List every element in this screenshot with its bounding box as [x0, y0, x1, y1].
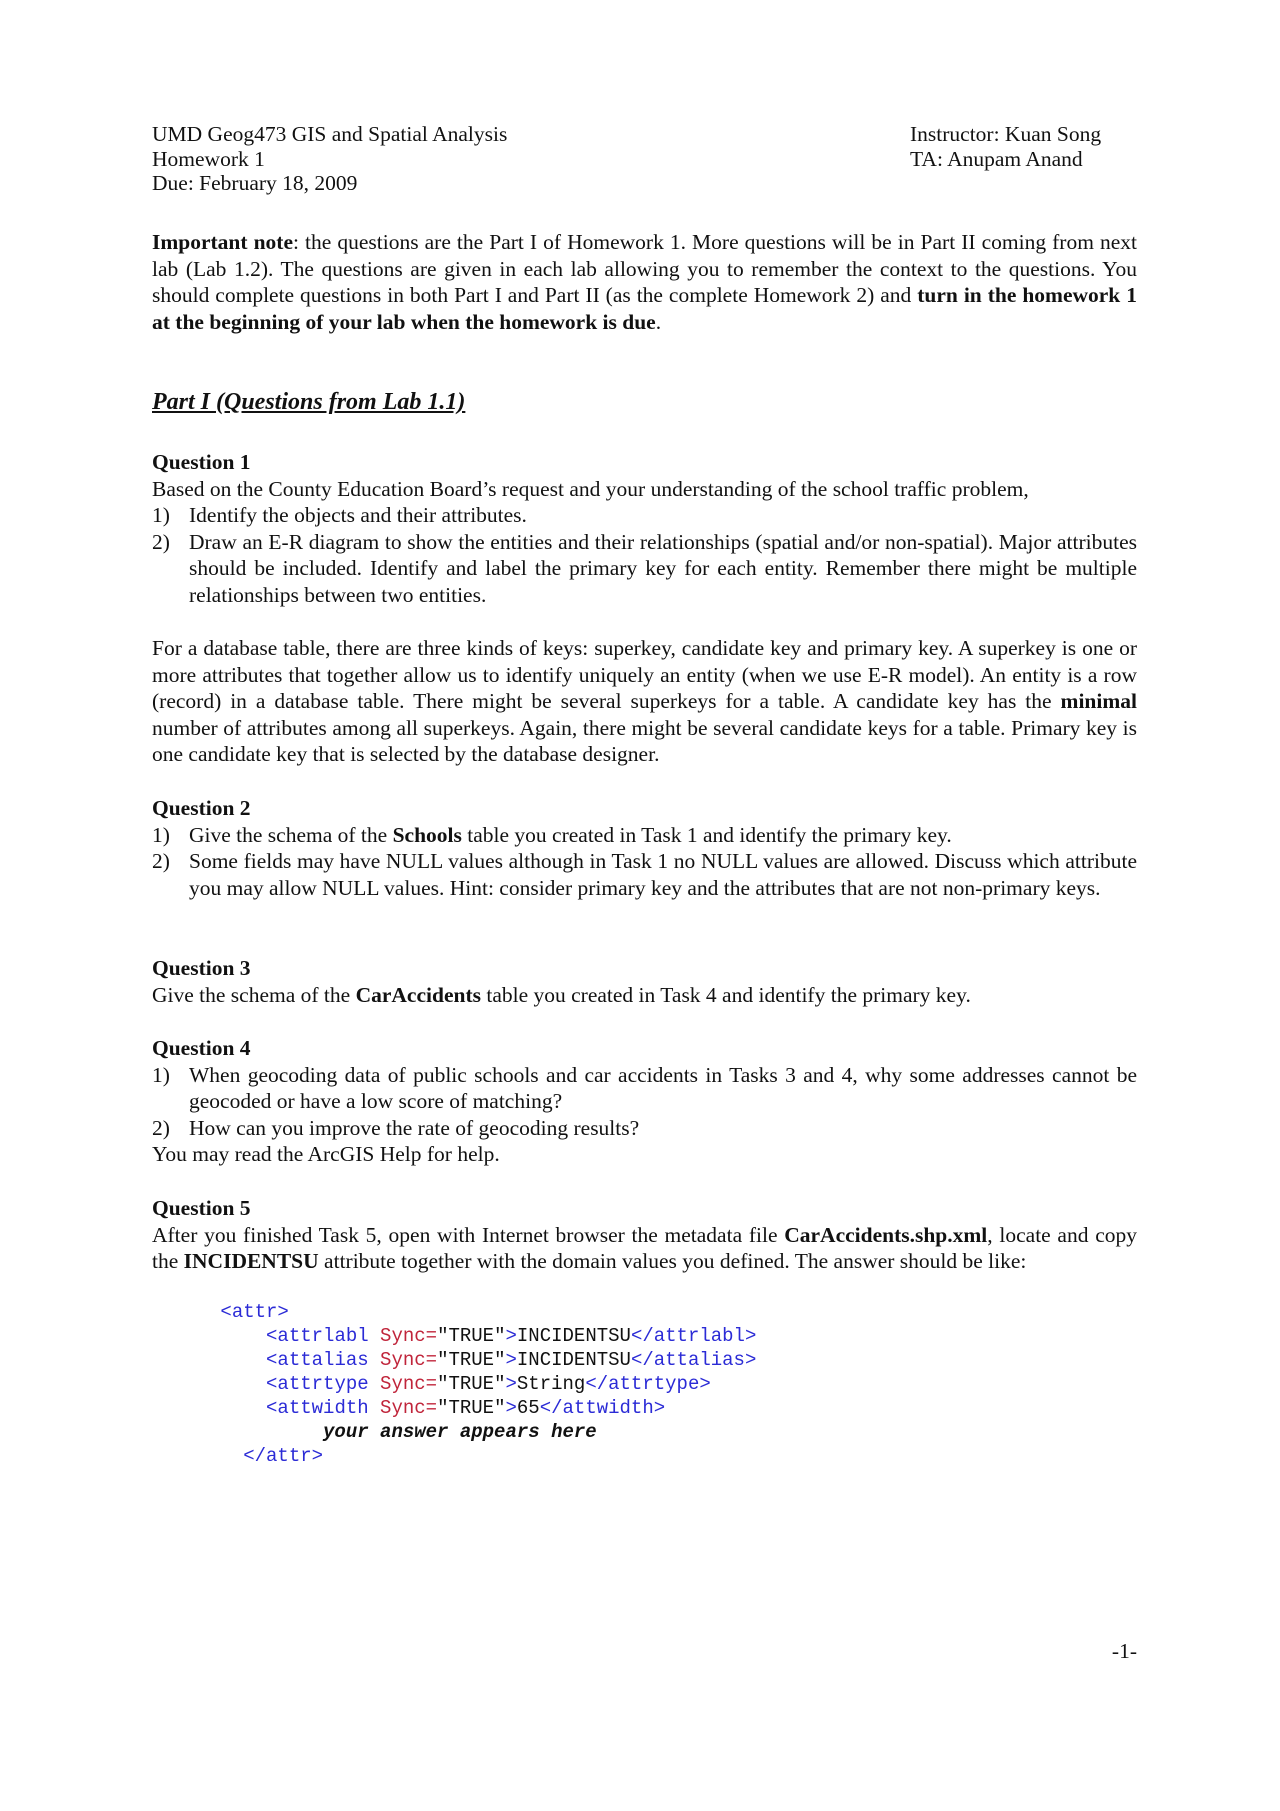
xml-attribute: Sync= [368, 1397, 438, 1419]
due-date: Due: February 18, 2009 [152, 171, 358, 195]
header-right [910, 122, 1101, 171]
keys-bold: minimal [1060, 689, 1137, 714]
xml-tag: <attrlabl [266, 1325, 369, 1347]
xml-tag: </attrtype> [585, 1373, 711, 1395]
xml-tag: </attrlabl> [630, 1325, 757, 1347]
code-line [152, 1444, 1137, 1468]
list-text: Draw an E-R diagram to show the entities and their relationships (spatial and/or non-spatial). Major attributes should be included. Identify and label the primary key for each entity. Remember there might be multiple relationships between two entities. [189, 529, 1137, 607]
xml-attribute: Sync= [368, 1349, 438, 1371]
code-line [152, 1396, 1137, 1420]
question-2 [152, 795, 1137, 901]
header-left [152, 122, 507, 196]
code-line [152, 1324, 1137, 1348]
xml-attribute-value: "TRUE" [437, 1325, 506, 1347]
question-2-list [152, 822, 1137, 902]
code-line [152, 1348, 1137, 1372]
xml-tag: > [505, 1373, 517, 1395]
xml-open-attr: <attr> [220, 1301, 289, 1323]
list-number: 1) [152, 503, 170, 528]
note-bold-instruction: turn in the homework 1 at the beginning of your lab when the homework is due [152, 283, 1137, 334]
question-3-title: Question 3 [152, 956, 251, 980]
metadata-filename: CarAccidents.shp.xml [784, 1222, 988, 1247]
list-item [152, 1115, 1137, 1142]
list-item [152, 848, 1137, 901]
question-4-list [152, 1062, 1137, 1142]
note-period: . [655, 309, 662, 334]
question-4-footer: You may read the ArcGIS Help for help. [152, 1142, 500, 1167]
course-title: UMD Geog473 GIS and Spatial Analysis [152, 122, 508, 146]
q5-text-b: , locate and copy the [152, 1222, 1137, 1274]
xml-tag: > [505, 1325, 517, 1347]
note-label: Important note [152, 230, 294, 254]
question-3-text [152, 982, 1137, 1009]
list-text: How can you improve the rate of geocoding results? [189, 1115, 640, 1140]
list-item [152, 1062, 1137, 1115]
question-4-title: Question 4 [152, 1036, 251, 1060]
list-number: 2) [152, 1115, 170, 1140]
question-4 [152, 1035, 1137, 1168]
important-note [152, 229, 1137, 335]
code-line [152, 1300, 1137, 1324]
xml-tag: <attrtype [266, 1373, 369, 1395]
keys-text-1: For a database table, there are three kinds of keys: superkey, candidate key and primary key. A superkey is one or more attributes that together allow us to identify uniquely an entity (when we use E-R model). An entity is a row (record) in a database table. There might be several superkeys for a table. A candidate key has the [152, 636, 1137, 714]
keys-text-2: number of attributes among all superkeys. Again, there might be several candidate keys for a table. Primary key is one candidate key that is selected by the database designer. [152, 715, 1137, 767]
xml-tag: <attwidth [266, 1397, 369, 1419]
q3-text-a: Give the schema of the [152, 982, 356, 1007]
list-text: Identify the objects and their attributes. [189, 503, 527, 528]
xml-tag: <attalias [266, 1349, 369, 1371]
xml-tag: > [505, 1397, 517, 1419]
xml-attribute: Sync= [368, 1373, 438, 1395]
q5-text-a: After you finished Task 5, open with Internet browser the metadata file [152, 1222, 785, 1247]
schools-bold: Schools [392, 822, 462, 847]
ta-name: TA: Anupam Anand [910, 146, 1083, 171]
page-number: -1- [1111, 1639, 1137, 1663]
list-number: 1) [152, 822, 170, 847]
list-number: 2) [152, 529, 170, 554]
xml-value: INCIDENTSU [516, 1325, 631, 1347]
question-1-intro: Based on the County Education Board’s request and your understanding of the school traffic problem, [152, 476, 1029, 501]
xml-tag: </attalias> [630, 1349, 757, 1371]
note-text: : the questions are the Part I of Homework 1. More questions will be in Part II coming from next lab (Lab 1.2). The questions are given in each lab allowing you to remember the context to the questions. You should complete questions in both Part I and Part II (as the complete Homework 2) and [152, 230, 1137, 308]
xml-close-attr: </attr> [243, 1445, 324, 1467]
caraccidents-bold: CarAccidents [355, 982, 481, 1007]
xml-value: INCIDENTSU [516, 1349, 631, 1371]
question-1-list [152, 502, 1137, 608]
question-1-title: Question 1 [152, 450, 251, 474]
question-5-title: Question 5 [152, 1196, 251, 1220]
list-text: Some fields may have NULL values although in Task 1 no NULL values are allowed. Discuss which attribute you may allow NULL values. Hint: consider primary key and the attributes that are not non-primary keys. [189, 849, 1137, 900]
keys-paragraph [152, 635, 1137, 768]
list-text: Give the schema of the [189, 822, 393, 847]
xml-value: 65 [516, 1397, 540, 1419]
list-item [152, 529, 1137, 609]
question-2-title: Question 2 [152, 796, 251, 820]
list-text: table you created in Task 1 and identify the primary key. [461, 822, 952, 847]
question-5 [152, 1195, 1137, 1275]
homework-label: Homework 1 [152, 146, 265, 171]
question-5-text [152, 1222, 1137, 1275]
code-line [152, 1420, 1137, 1444]
xml-attribute-value: "TRUE" [437, 1397, 506, 1419]
xml-code-block [152, 1300, 1137, 1468]
code-line [152, 1372, 1137, 1396]
xml-tag: > [505, 1349, 517, 1371]
xml-value: String [516, 1373, 586, 1395]
list-number: 1) [152, 1062, 170, 1087]
xml-attribute-value: "TRUE" [437, 1373, 506, 1395]
list-item [152, 502, 1137, 529]
answer-placeholder: your answer appears here [323, 1421, 597, 1443]
instructor-name: Instructor: Kuan Song [910, 122, 1102, 146]
part-title: Part I (Questions from Lab 1.1) [152, 389, 466, 415]
question-1 [152, 449, 1137, 609]
xml-attribute-value: "TRUE" [437, 1349, 506, 1371]
q3-text-b: table you created in Task 4 and identify the primary key. [480, 982, 971, 1007]
list-item [152, 822, 1137, 849]
list-number: 2) [152, 849, 170, 874]
xml-attribute: Sync= [368, 1325, 438, 1347]
q5-text-c: attribute together with the domain values you defined. The answer should be like: [318, 1249, 1027, 1274]
incidentsu-bold: INCIDENTSU [183, 1249, 319, 1274]
list-text: When geocoding data of public schools and car accidents in Tasks 3 and 4, why some addresses cannot be geocoded or have a low score of matching? [189, 1062, 1137, 1114]
xml-tag: </attwidth> [539, 1397, 666, 1419]
question-3 [152, 955, 1137, 1008]
